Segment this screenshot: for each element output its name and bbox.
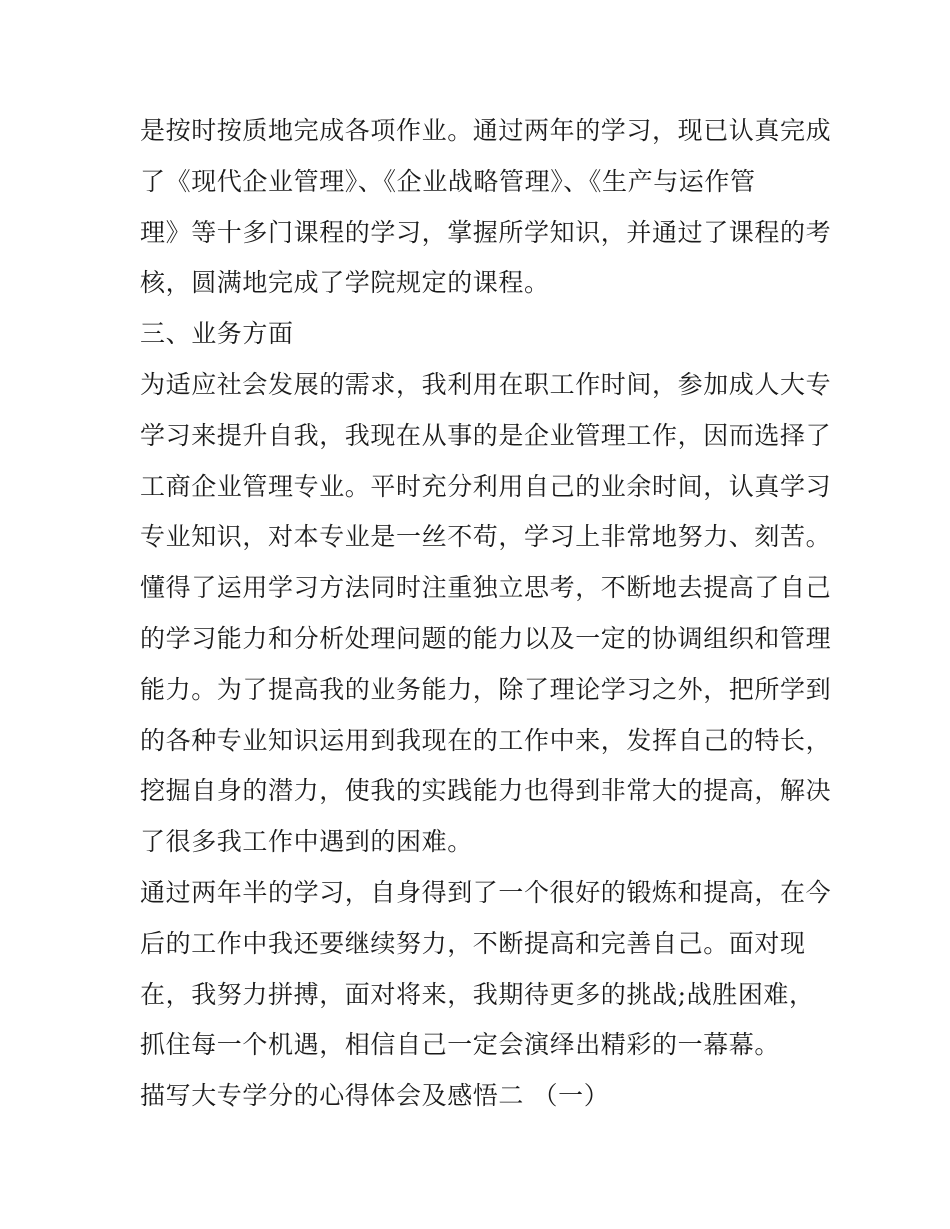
text-line: 学习来提升自我，我现在从事的是企业管理工作，因而选择了 — [140, 420, 832, 450]
section-heading: 三、业务方面 — [140, 319, 294, 349]
text-line: 能力。为了提高我的业务能力，除了理论学习之外，把所学到 — [140, 674, 832, 704]
text-line: 了《现代企业管理》、《企业战略管理》、《生产与运作管 — [140, 166, 756, 196]
text-line: 核，圆满地完成了学院规定的课程。 — [140, 268, 550, 298]
text-line: 在，我努力拼搏，面对将来，我期待更多的挑战;战胜困难， — [140, 979, 815, 1009]
text-line: 后的工作中我还要继续努力，不断提高和完善自己。面对现 — [140, 928, 806, 958]
document-body — [140, 106, 832, 1122]
text-line: 挖掘自身的潜力，使我的实践能力也得到非常大的提高，解决 — [140, 776, 832, 806]
text-line: 工商企业管理专业。平时充分利用自己的业余时间，认真学习 — [140, 471, 832, 501]
text-line: 抓住每一个机遇，相信自己一定会演绎出精彩的一幕幕。 — [140, 1030, 781, 1060]
text-line: 的各种专业知识运用到我现在的工作中来，发挥自己的特长， — [140, 725, 832, 755]
text-line: 了很多我工作中遇到的困难。 — [140, 827, 473, 857]
text-line: 的学习能力和分析处理问题的能力以及一定的协调组织和管理 — [140, 623, 832, 653]
text-line: 通过两年半的学习，自身得到了一个很好的锻炼和提高，在今 — [140, 877, 832, 907]
text-line: 懂得了运用学习方法同时注重独立思考，不断地去提高了自己 — [140, 573, 832, 603]
text-line: 理》等十多门课程的学习，掌握所学知识，并通过了课程的考 — [140, 217, 832, 247]
text-line: 是按时按质地完成各项作业。通过两年的学习，现已认真完成 — [140, 116, 832, 145]
section-heading: 描写大专学分的心得体会及感悟二 （一） — [140, 1081, 610, 1111]
text-line: 专业知识，对本专业是一丝不苟，学习上非常地努力、刻苦。 — [140, 522, 832, 552]
text-line: 为适应社会发展的需求，我利用在职工作时间，参加成人大专 — [140, 369, 832, 399]
